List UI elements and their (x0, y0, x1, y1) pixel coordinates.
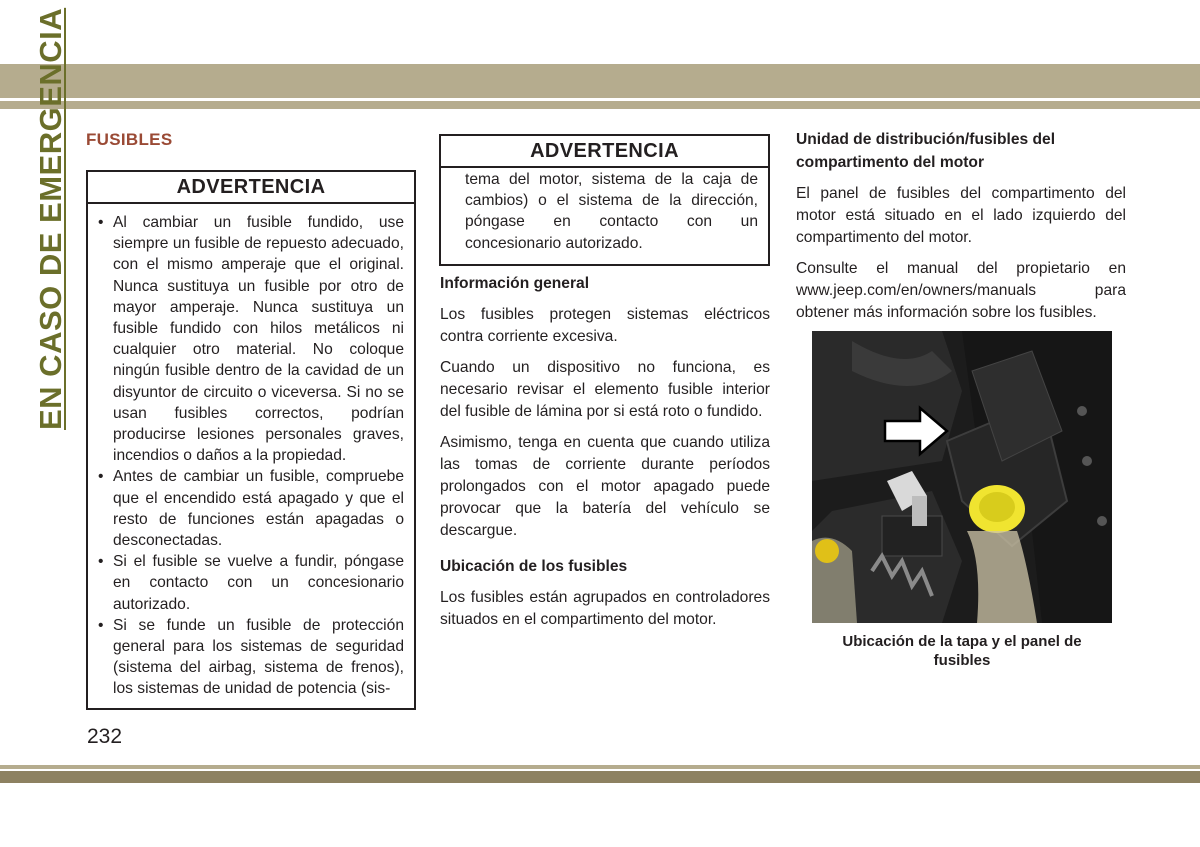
warning-box-1 (86, 170, 416, 710)
photo-caption: Ubicación de la tapa y el panel de fusibles (842, 633, 1082, 669)
paragraph: Consulte el manual del propietario en www.jeep.com/en/owners/manuals para obtener más información sobre los fusibles. (796, 260, 1126, 321)
warning-item: • Antes de cambiar un fusible, compruebe que el encendido está apagado y que el resto de funciones están apagadas o desconectadas. (98, 466, 404, 551)
warning-title: ADVERTENCIA (441, 136, 768, 168)
footer-rule (0, 765, 1200, 769)
column-right (796, 128, 1126, 333)
paragraph: El panel de fusibles del compartimento del motor está situado en el lado izquierdo del compartimento del motor. (796, 185, 1126, 246)
warning-continued-text: tema del motor, sistema de la caja de cambios) o el sistema de la dirección, póngase en contacto con un concesionario autorizado. (465, 171, 758, 252)
warning-item: • Al cambiar un fusible fundido, use siempre un fusible de repuesto adecuado, con el mismo amperaje que el original. Nunca sustituya un fusible por otro de mayor amperaje. Nunca sustituya un fusible fundido con hilos metálicos ni cualquier otro material. No coloque ningún fusible dentro de la cavidad de un disyuntor de circuito o viceversa. Si no se usan fusibles correctos, podrían producirse lesiones personales graves, incendios o daños a la propiedad. (98, 212, 404, 466)
page-number: 232 (87, 725, 123, 748)
header-band (0, 64, 1200, 98)
warning-item: • Si se funde un fusible de protección general para los sistemas de seguridad (sistema del airbag, sistema de frenos), los sistemas de unidad de potencia (sis- (98, 615, 404, 700)
warning-box-2 (439, 134, 770, 266)
engine-compartment-photo (812, 331, 1112, 623)
footer-band (0, 771, 1200, 783)
warning-list (88, 204, 414, 700)
heading-informacion-general: Información general (440, 275, 590, 292)
warning-title: ADVERTENCIA (88, 172, 414, 204)
heading-ubicacion-fusibles: Ubicación de los fusibles (440, 558, 628, 575)
paragraph: Asimismo, tenga en cuenta que cuando utiliza las tomas de corriente durante períodos prolongados con el motor apagado puede provocar que la batería del vehículo se descargue. (440, 434, 770, 539)
section-title: FUSIBLES (86, 130, 173, 149)
heading-unidad-distribucion: Unidad de distribución/fusibles del compartimento del motor (796, 131, 1056, 171)
paragraph: Los fusibles protegen sistemas eléctricos contra corriente excesiva. (440, 306, 770, 345)
header-rule (0, 101, 1200, 109)
column-middle (440, 273, 770, 640)
paragraph: Los fusibles están agrupados en controladores situados en el compartimento del motor. (440, 589, 770, 628)
warning-item: • Si el fusible se vuelve a fundir, póngase en contacto con un concesionario autorizado. (98, 551, 404, 615)
chapter-side-label: EN CASO DE EMERGENCIA (33, 7, 68, 430)
paragraph: Cuando un dispositivo no funciona, es necesario revisar el elemento fusible interior del fusible de lámina por si está roto o fundido. (440, 359, 770, 420)
